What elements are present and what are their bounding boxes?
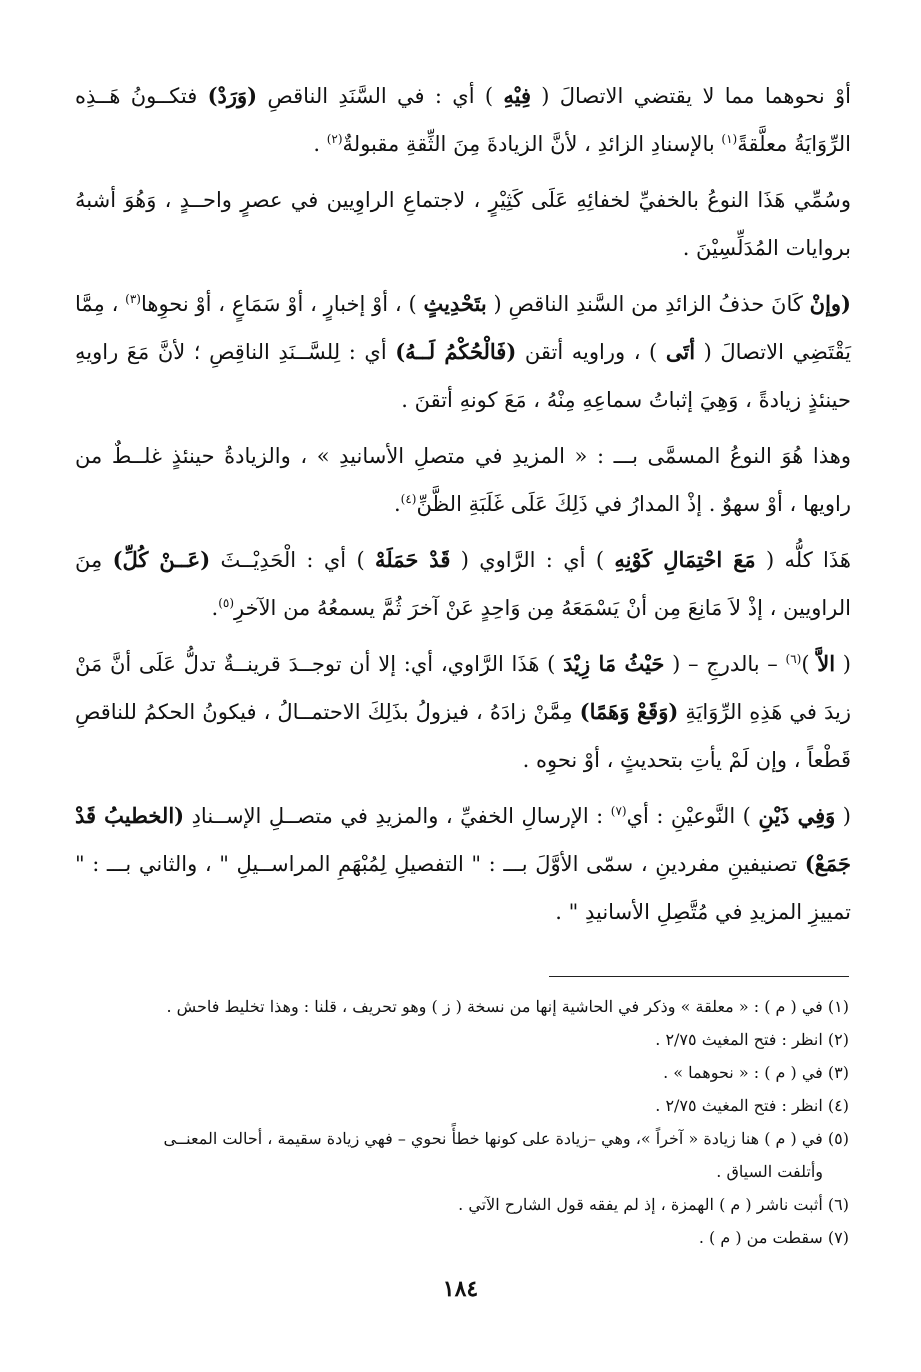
matn-text: بتَحْدِيثٍ (423, 291, 487, 316)
matn-text: مَعَ احْتِمَالِ كَوْنِهِ (614, 547, 756, 572)
matn-text: حَيْثُ مَا زِيْدَ (563, 651, 665, 676)
matn-text: قَدْ حَمَلَهْ (374, 547, 451, 572)
text-run: ) أي : في السَّنَدِ الناقصِ (257, 84, 504, 108)
text-run: وهذا هُوَ النوعُ المسمَّى بـــ : « المزيدِ في متصلِ الأسانيدِ » ، والزيادةُ حينئذٍ غلــطٌ من راويها ، أوْ سهوٌ . إذْ المدارُ في ذَلِكَ عَلَى غَلَبَةِ الظَّنِّ (75, 444, 851, 516)
paragraph-4 (75, 432, 851, 528)
text-run: ( (835, 652, 851, 676)
footnotes (75, 990, 849, 1254)
text-run: أي : لِلسَّــنَدِ الناقِصِ ؛ لأنَّ مَعَ راويهِ حينئذٍ زيادةً ، وَهِيَ إثباتُ سماعِهِ مِنْهُ ، مَعَ كونهِ أتقنَ . (75, 340, 851, 412)
paragraph-1 (75, 72, 851, 168)
text-run: هَذَا كلُّه ( (755, 548, 851, 572)
text-run: ) النَّوعيْنِ : أي (626, 804, 759, 828)
text-run: ) ، وراويه أتقن (516, 340, 666, 364)
text-run: ، مِمَّا يَقْتَضِي الاتصالَ ( (75, 292, 852, 364)
paragraph-6 (75, 640, 851, 784)
text-run: – بالدرجِ – ( (664, 652, 786, 676)
text-run: ) أي : الْحَدِيْــثَ (210, 548, 375, 572)
text-run: ) (801, 652, 818, 676)
main-text (75, 72, 851, 936)
footnote-ref: (١) (721, 132, 738, 146)
paragraph-7 (75, 792, 851, 936)
text-run: مِمَّنْ زادَهُ ، فيزولُ بذَلِكَ الاحتمــالُ ، فيكونُ الحكمُ للناقصِ قَطْعاً ، وإن لَمْ يأتِ بتحديثٍ ، أوْ نحوِه . (75, 700, 851, 772)
paragraph-5 (75, 536, 851, 632)
text-run: تصنيفينِ مفردينِ ، سمّى الأوَّلَ بـــ : " التفصيلِ لِمُبْهَمِ المراســيلِ " ، والثاني بـــ : " تمييزِ المزيدِ في مُتَّصِلِ الأسانيدِ " . (75, 852, 851, 924)
text-run: بالإسنادِ الزائدِ ، لأنَّ الزيادةَ مِنَ الثِّقةِ مقبولةٌ (342, 132, 722, 156)
page-number: ١٨٤ (442, 1276, 479, 1302)
footnote-5-continuation: وأتلفت السياق . (716, 1162, 823, 1181)
matn-text: وَفِي ذَيْنِ (758, 803, 836, 828)
matn-text: أتَى (665, 339, 696, 364)
text-run: وسُمِّي هَذَا النوعُ بالخفيِّ لخفائِهِ عَلَى كَثِيْرٍ ، لاجتماعِ الراوِيين في عصرٍ واحــدٍ ، وَهُوَ أشبهُ بروايات المُدَلِّسِيْنَ . (75, 188, 851, 260)
matn-text: (وإنْ (809, 291, 851, 316)
paragraph-2 (75, 176, 851, 272)
text-run: ) هَذَا الرَّاوي، أي: إلا أن توجــدَ قرينــةٌ تدلُّ عَلَى أنَّ مَنْ زيدَ في هَذِهِ الرِّوَايَةِ (75, 652, 851, 724)
matn-text: (وَقَعْ وَهَمًا) (579, 699, 679, 724)
text-run: مِنَ الراويين ، إذْ لاَ مَانِعَ مِن أنْ يَسْمَعَهُ مِن وَاحِدٍ عَنْ آخرَ ثُمَّ يسمعُهُ من الآخرِ (75, 548, 851, 620)
footnote-ref: (٤) (400, 492, 417, 506)
footnote-ref: (٦) (785, 652, 802, 666)
matn-text: (عَــنْ كُلِّ) (112, 547, 211, 572)
footnote-2: (٢) انظر : فتح المغيث ٢/٧٥ . (655, 1030, 849, 1049)
footnote-ref: (٢) (326, 132, 343, 146)
text-run: ) أي : الرَّاوي ( (450, 548, 615, 572)
footnote-ref: (٥) (218, 596, 235, 610)
footnote-3: (٣) في ( م ) : « نحوهما » . (663, 1063, 849, 1082)
footnote-divider (549, 976, 849, 977)
text-run: ( (835, 804, 852, 828)
footnote-1: (١) في ( م ) : « معلقة » وذكر في الحاشية إنها من نسخة ( ز ) وهو تحريف ، قلنا : وهذا تخليط فاحش . (166, 997, 849, 1016)
matn-text: فِيْهِ (503, 83, 531, 108)
text-run: . (313, 132, 327, 156)
matn-text: الاَّ (817, 651, 836, 676)
text-run: : الإرسالِ الخفيِّ ، والمزيدِ في متصــلِ الإســنادِ (184, 804, 611, 828)
matn-text: (وَرَدْ) (207, 83, 258, 108)
text-run: فتكــونُ هَــذِه الرِّوَايَةُ معلَّقةً (75, 84, 851, 156)
text-run: . (393, 492, 401, 516)
text-run: أوْ نحوهما مما لا يقتضي الاتصالَ ( (531, 84, 851, 108)
text-run: كَانَ حذفُ الزائدِ من السَّندِ الناقصِ ( (486, 292, 810, 316)
footnote-5: (٥) في ( م ) هنا زيادة « آخراً »، وهي –زيادة على كونها خطأً نحوي – فهي زيادة سقيمة ، أحالت المعنــى (163, 1129, 849, 1148)
footnote-4: (٤) انظر : فتح المغيث ٢/٧٥ . (655, 1096, 849, 1115)
footnote-ref: (٧) (610, 804, 627, 818)
matn-text: (الخطيبُ قَدْ جَمَعْ) (75, 803, 851, 876)
matn-text: (فَالْحُكْمُ لَــهُ) (395, 339, 517, 364)
text-run: . (211, 596, 219, 620)
paragraph-3 (75, 280, 851, 424)
footnote-ref: (٣) (125, 292, 141, 306)
footnote-6: (٦) أثبت ناشر ( م ) الهمزة ، إذ لم يفقه قول الشارح الآتي . (458, 1195, 849, 1214)
text-run: ) ، أوْ إخبارٍ ، أوْ سَمَاعٍ ، أوْ نحوِها (140, 292, 424, 316)
footnote-7: (٧) سقطت من ( م ) . (698, 1228, 849, 1247)
